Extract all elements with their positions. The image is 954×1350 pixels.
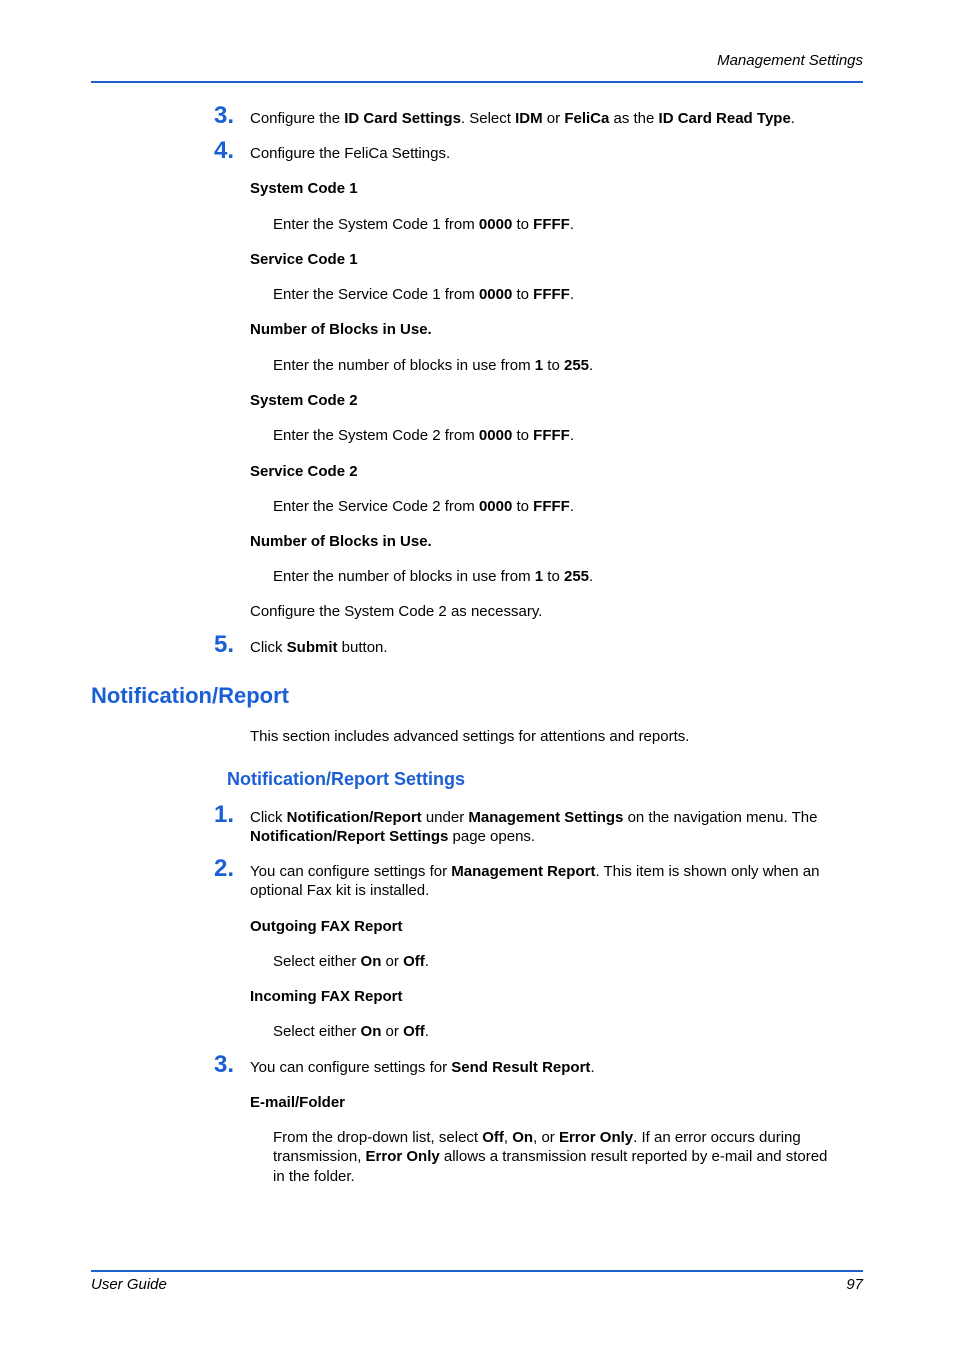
- step-number: 3.: [214, 1051, 235, 1078]
- running-header: Management Settings: [717, 52, 863, 69]
- footer-rule: [91, 1270, 863, 1272]
- setting-description: Enter the System Code 2 from 0000 to FFFF.: [273, 427, 574, 444]
- page-number: 97: [846, 1276, 863, 1293]
- setting-title: Number of Blocks in Use.: [250, 321, 432, 338]
- step-text: Configure the FeliCa Settings.: [250, 145, 451, 162]
- subsection-heading: Notification/Report Settings: [227, 769, 465, 789]
- setting-title: Incoming FAX Report: [250, 988, 403, 1005]
- step-text: Click Submit button.: [250, 639, 388, 656]
- setting-description-continued: in the folder.: [273, 1168, 355, 1185]
- step-text-continued: optional Fax kit is installed.: [250, 882, 430, 899]
- step-number: 1.: [214, 801, 235, 828]
- setting-description: Select either On or Off.: [273, 953, 429, 970]
- setting-description: Enter the System Code 1 from 0000 to FFFF.: [273, 216, 574, 233]
- setting-description: Enter the number of blocks in use from 1 to 255.: [273, 568, 594, 585]
- step-text: You can configure settings for Management Report. This item is shown only when an: [250, 863, 820, 880]
- footer-guide-label: User Guide: [91, 1276, 167, 1293]
- setting-description: From the drop-down list, select Off, On, or Error Only. If an error occurs during: [273, 1129, 801, 1146]
- step-text: Configure the ID Card Settings. Select IDM or FeliCa as the ID Card Read Type.: [250, 110, 795, 127]
- header-rule: [91, 81, 863, 83]
- setting-title: E-mail/Folder: [250, 1094, 346, 1111]
- setting-description: Enter the Service Code 1 from 0000 to FFFF.: [273, 286, 574, 303]
- step-text-continued: Notification/Report Settings page opens.: [250, 828, 536, 845]
- setting-title: Service Code 1: [250, 251, 358, 268]
- setting-title: Number of Blocks in Use.: [250, 533, 432, 550]
- setting-description: Enter the Service Code 2 from 0000 to FFFF.: [273, 498, 574, 515]
- step-number: 4.: [214, 137, 235, 164]
- step-number: 2.: [214, 855, 235, 882]
- setting-description: Select either On or Off.: [273, 1023, 429, 1040]
- section-heading: Notification/Report: [91, 683, 289, 708]
- setting-title: System Code 2: [250, 392, 358, 409]
- step-text: You can configure settings for Send Result Report.: [250, 1059, 595, 1076]
- setting-description: Enter the number of blocks in use from 1 to 255.: [273, 357, 594, 374]
- step-number: 3.: [214, 102, 235, 129]
- setting-title: System Code 1: [250, 180, 358, 197]
- setting-title: Outgoing FAX Report: [250, 918, 403, 935]
- setting-description-continued: transmission, Error Only allows a transmission result reported by e-mail and stored: [273, 1148, 828, 1165]
- step-note: Configure the System Code 2 as necessary.: [250, 603, 543, 620]
- setting-title: Service Code 2: [250, 463, 358, 480]
- step-number: 5.: [214, 631, 235, 658]
- step-text: Click Notification/Report under Management Settings on the navigation menu. The: [250, 809, 818, 826]
- section-intro: This section includes advanced settings for attentions and reports.: [250, 728, 690, 745]
